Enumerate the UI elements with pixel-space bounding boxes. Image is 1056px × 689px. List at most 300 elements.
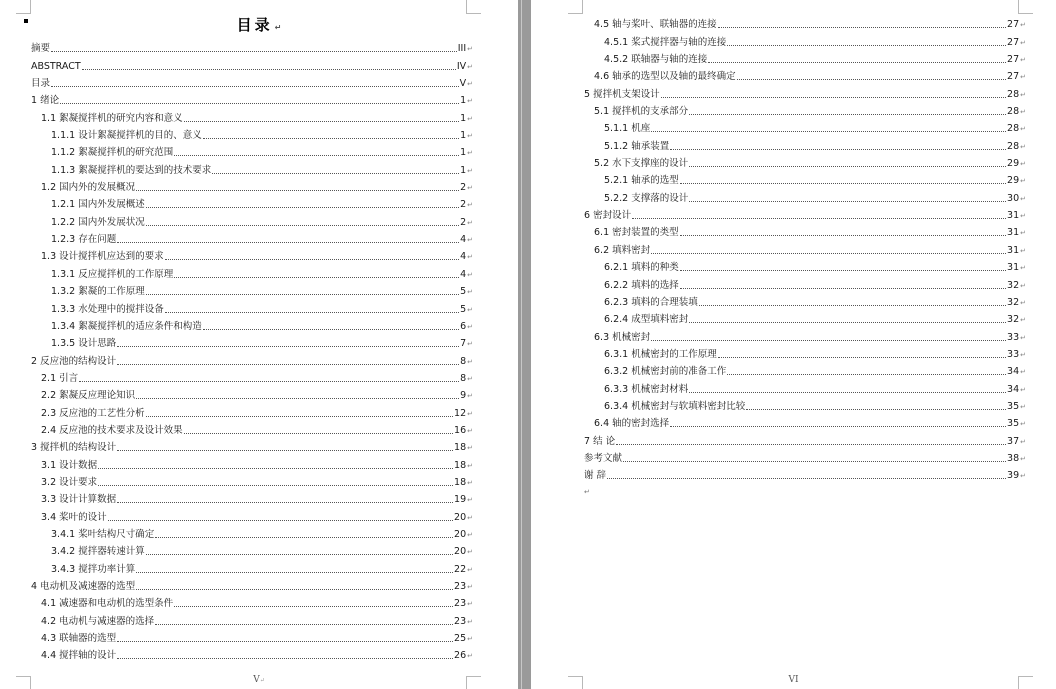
toc-entry[interactable] <box>31 576 473 593</box>
toc-leader-dots <box>689 391 1006 393</box>
toc-entry[interactable] <box>31 142 473 159</box>
toc-entry[interactable] <box>31 55 473 72</box>
toc-entry-page-number: 31 <box>1007 210 1020 222</box>
toc-entry-label: 4.5.1 桨式搅拌器与轴的连接 <box>604 36 727 48</box>
toc-entry-page-number: 19 <box>454 494 467 506</box>
toc-entry-label: 6 密封设计 <box>584 210 632 222</box>
toc-leader-dots <box>98 467 453 469</box>
toc-entry-page <box>1007 141 1026 153</box>
toc-entry[interactable] <box>31 38 473 55</box>
toc-entry-page <box>1007 401 1026 413</box>
toc-leader-dots <box>117 363 459 365</box>
toc-leader-dots <box>607 477 1006 479</box>
toc-entry-page-number: 27 <box>1007 19 1020 31</box>
toc-entry[interactable] <box>584 135 1026 152</box>
toc-entry-page-number: 12 <box>454 407 467 419</box>
toc-entry-page <box>457 61 473 73</box>
toc-leader-dots <box>146 553 453 555</box>
toc-entry-page <box>454 598 473 610</box>
toc-entry[interactable] <box>31 211 473 228</box>
paragraph-mark: ↵ <box>467 184 473 193</box>
paragraph-mark: ↵ <box>1020 333 1026 342</box>
paragraph-mark: ↵ <box>467 617 473 626</box>
toc-entry-page-number: 20 <box>454 528 467 540</box>
toc-list-left <box>31 38 473 662</box>
toc-entry-label: 6.2.4 成型填料密封 <box>604 314 689 326</box>
toc-entry-page-number: 22 <box>454 563 467 575</box>
toc-entry-page <box>1007 245 1026 257</box>
toc-entry-label: 摘要 <box>31 43 51 55</box>
toc-entry-label: 1.1.2 絮凝搅拌机的研究范围 <box>51 147 174 159</box>
toc-leader-dots <box>680 269 1006 271</box>
toc-entry-page-number: 18 <box>454 476 467 488</box>
toc-leader-dots <box>616 443 1006 445</box>
toc-entry-label: 目录 <box>31 78 51 90</box>
toc-entry-page <box>460 251 473 263</box>
toc-leader-dots <box>737 78 1006 80</box>
toc-entry[interactable] <box>31 454 473 471</box>
toc-entry-page-number: 28 <box>1007 123 1020 135</box>
toc-entry-page-number: 1 <box>460 130 467 142</box>
paragraph-mark: ↵ <box>1020 454 1026 463</box>
toc-leader-dots <box>632 217 1006 219</box>
toc-entry-label: 3.1 设计数据 <box>41 459 98 471</box>
paragraph-mark: ↵ <box>1020 125 1026 134</box>
toc-entry-page-number: 2 <box>460 182 467 194</box>
toc-entry-page-number: 4 <box>460 251 467 263</box>
toc-entry[interactable] <box>584 309 1026 326</box>
paragraph-mark: ↵ <box>584 488 590 496</box>
toc-entry[interactable] <box>31 229 473 246</box>
toc-entry[interactable] <box>31 125 473 142</box>
toc-entry[interactable] <box>584 14 1026 31</box>
toc-entry-label: 5.2 水下支撑座的设计 <box>594 158 689 170</box>
toc-entry-page <box>1007 123 1026 135</box>
toc-entry-page <box>454 442 473 454</box>
paragraph-mark: ↵ <box>467 218 473 227</box>
toc-entry-page <box>1007 19 1026 31</box>
toc-entry[interactable] <box>584 413 1026 430</box>
toc-leader-dots <box>165 258 459 260</box>
toc-entry[interactable] <box>31 246 473 263</box>
paragraph-mark: ↵ <box>1020 73 1026 82</box>
toc-entry-page <box>454 581 473 593</box>
toc-entry-page-number: 18 <box>454 459 467 471</box>
document-page-right <box>531 0 1056 689</box>
paragraph-mark: ↵ <box>1020 229 1026 238</box>
toc-entry-page-number: 32 <box>1007 314 1020 326</box>
paragraph-mark: ↵ <box>467 166 473 175</box>
toc-entry-page-number: 27 <box>1007 54 1020 66</box>
toc-entry-page-number: 7 <box>460 338 467 350</box>
toc-leader-dots <box>117 501 453 503</box>
toc-entry[interactable] <box>31 90 473 107</box>
toc-entry-page-number: 20 <box>454 546 467 558</box>
toc-entry-page-number: 1 <box>460 147 467 159</box>
toc-entry-label: 2.4 反应池的技术要求及设计效果 <box>41 424 183 436</box>
toc-entry[interactable] <box>584 396 1026 413</box>
toc-leader-dots <box>155 623 453 625</box>
toc-entry-label: 5.1 搅拌机的支承部分 <box>594 106 689 118</box>
paragraph-mark: ↵ <box>1020 142 1026 151</box>
toc-entry-page-number: 37 <box>1007 435 1020 447</box>
page-number-footer <box>531 675 1056 685</box>
toc-entry[interactable] <box>584 448 1026 465</box>
toc-entry-label: 6.2 填料密封 <box>594 244 651 256</box>
toc-entry-label: 5.1.2 轴承装置 <box>604 140 670 152</box>
toc-entry-label: 7 结 论 <box>584 435 616 447</box>
toc-entry[interactable] <box>31 420 473 437</box>
toc-leader-dots <box>689 113 1006 115</box>
toc-entry-page <box>1007 37 1026 49</box>
toc-entry-label: 3.4.2 搅拌器转速计算 <box>51 546 145 558</box>
crop-mark <box>466 0 481 14</box>
toc-entry[interactable] <box>31 541 473 558</box>
paragraph-mark: ↵ <box>1020 212 1026 221</box>
toc-entry-page <box>454 460 473 472</box>
paragraph-mark: ↵ <box>467 374 473 383</box>
toc-entry[interactable] <box>31 73 473 90</box>
toc-entry-page <box>454 546 473 558</box>
paragraph-mark: ↵ <box>467 478 473 487</box>
paragraph-mark: ↵ <box>1020 177 1026 186</box>
toc-entry-label: 1.3.5 设计思路 <box>51 338 117 350</box>
toc-entry[interactable] <box>31 593 473 610</box>
toc-leader-dots <box>146 224 459 226</box>
toc-entry-page <box>1007 349 1026 361</box>
paragraph-mark: ↵ <box>467 340 473 349</box>
toc-entry-page-number: 18 <box>454 442 467 454</box>
toc-entry-page-number: 16 <box>454 424 467 436</box>
paragraph-mark: ↵ <box>467 288 473 297</box>
toc-entry-page <box>460 217 473 229</box>
toc-entry[interactable] <box>31 263 473 280</box>
toc-entry-page-number: 25 <box>454 633 467 645</box>
toc-entry-page <box>1007 175 1026 187</box>
toc-entry-label: 1.2.2 国内外发展状况 <box>51 216 145 228</box>
toc-leader-dots <box>146 293 459 295</box>
toc-entry-page <box>460 165 473 177</box>
toc-leader-dots <box>146 415 453 417</box>
toc-entry-label: 6.2.3 填料的合理装填 <box>604 296 698 308</box>
toc-entry[interactable] <box>31 628 473 645</box>
toc-entry[interactable] <box>584 66 1026 83</box>
toc-entry[interactable] <box>584 292 1026 309</box>
toc-entry-page <box>1007 436 1026 448</box>
toc-entry-page-number: 20 <box>454 511 467 523</box>
toc-entry-page <box>1007 332 1026 344</box>
toc-entry-label: 6.3.2 机械密封前的准备工作 <box>604 366 727 378</box>
toc-entry[interactable] <box>584 465 1026 482</box>
toc-entry-page-number: 35 <box>1007 418 1020 430</box>
paragraph-mark: ↵ <box>467 357 473 366</box>
paragraph-mark: ↵ <box>467 201 473 210</box>
toc-leader-dots <box>708 61 1006 63</box>
toc-entry-page-number: 1 <box>460 95 467 107</box>
toc-entry[interactable] <box>31 437 473 454</box>
toc-entry-label: 1 绪论 <box>31 95 60 107</box>
toc-entry-page <box>460 269 473 281</box>
toc-entry[interactable] <box>31 107 473 124</box>
paragraph-mark: ↵ <box>467 149 473 158</box>
toc-leader-dots <box>174 605 453 607</box>
paragraph-mark: ↵ <box>467 114 473 123</box>
toc-leader-dots <box>117 640 453 642</box>
toc-entry-page-number: 23 <box>454 615 467 627</box>
toc-entry-label: 1.2 国内外的发展概况 <box>41 182 136 194</box>
paragraph-mark: ↵ <box>1020 437 1026 446</box>
toc-entry[interactable] <box>31 402 473 419</box>
toc-entry-page <box>1007 314 1026 326</box>
toc-entry[interactable] <box>584 378 1026 395</box>
toc-entry[interactable] <box>31 177 473 194</box>
toc-entry-page <box>460 390 473 402</box>
toc-entry-label: 谢 辞 <box>584 470 607 482</box>
paragraph-mark: ↵ <box>1020 90 1026 99</box>
toc-leader-dots <box>136 397 459 399</box>
paragraph-mark: ↵ <box>1020 402 1026 411</box>
toc-entry[interactable] <box>31 159 473 176</box>
toc-entry[interactable] <box>31 489 473 506</box>
toc-entry-page-number: 32 <box>1007 279 1020 291</box>
toc-entry-page <box>460 130 473 142</box>
toc-entry[interactable] <box>584 118 1026 135</box>
toc-entry-page <box>454 564 473 576</box>
toc-entry-label: 4.2 电动机与减速器的选择 <box>41 615 155 627</box>
toc-leader-dots <box>117 657 453 659</box>
toc-entry-label: 1.1.1 设计絮凝搅拌机的目的、意义 <box>51 130 202 142</box>
toc-leader-dots <box>651 252 1006 254</box>
toc-entry[interactable] <box>584 239 1026 256</box>
toc-entry-page <box>460 338 473 350</box>
toc-entry[interactable] <box>584 170 1026 187</box>
toc-leader-dots <box>117 449 453 451</box>
toc-leader-dots <box>60 102 459 104</box>
toc-entry-page <box>460 373 473 385</box>
toc-leader-dots <box>651 130 1006 132</box>
toc-entry-page-number: 27 <box>1007 36 1020 48</box>
toc-leader-dots <box>203 328 459 330</box>
paragraph-mark: ↵ <box>1020 316 1026 325</box>
toc-entry[interactable] <box>31 472 473 489</box>
toc-leader-dots <box>136 571 453 573</box>
toc-entry[interactable] <box>584 326 1026 343</box>
toc-leader-dots <box>117 345 459 347</box>
toc-entry-label: 6.2.1 填料的种类 <box>604 262 679 274</box>
toc-entry-label: 6.3 机械密封 <box>594 331 651 343</box>
toc-entry[interactable] <box>584 31 1026 48</box>
toc-entry-page <box>1007 193 1026 205</box>
toc-entry-page-number: 28 <box>1007 106 1020 118</box>
toc-entry[interactable] <box>584 49 1026 66</box>
toc-entry[interactable] <box>584 205 1026 222</box>
paragraph-mark: ↵ <box>1020 160 1026 169</box>
toc-entry-page <box>1007 470 1026 482</box>
toc-entry[interactable] <box>31 385 473 402</box>
toc-entry[interactable] <box>584 361 1026 378</box>
page-number: VI <box>788 675 799 685</box>
toc-leader-dots <box>689 165 1006 167</box>
paragraph-mark: ↵ <box>1020 385 1026 394</box>
toc-entry-label: 2.2 絮凝反应理论知识 <box>41 390 136 402</box>
toc-entry-page-number: 38 <box>1007 452 1020 464</box>
paragraph-mark: ↵ <box>1020 108 1026 117</box>
toc-entry[interactable] <box>584 153 1026 170</box>
toc-entry-page <box>460 321 473 333</box>
toc-entry-page <box>454 494 473 506</box>
page-gutter <box>518 0 531 689</box>
toc-entry-page-number: 28 <box>1007 140 1020 152</box>
toc-entry[interactable] <box>31 610 473 627</box>
toc-entry[interactable] <box>584 257 1026 274</box>
paragraph-mark: ↵ <box>1020 350 1026 359</box>
toc-entry-page-number: 4 <box>460 268 467 280</box>
toc-entry[interactable] <box>584 344 1026 361</box>
toc-entry-label: 5.2.2 支撑落的设计 <box>604 192 689 204</box>
toc-entry-page <box>1007 89 1026 101</box>
toc-entry-page-number: 33 <box>1007 348 1020 360</box>
toc-entry[interactable] <box>584 274 1026 291</box>
toc-entry-label: 5 搅拌机支架设计 <box>584 88 660 100</box>
toc-leader-dots <box>212 172 459 174</box>
toc-entry-page <box>1007 210 1026 222</box>
toc-leader-dots <box>651 339 1006 341</box>
toc-entry-label: 1.2.1 国内外发展概述 <box>51 199 145 211</box>
paragraph-mark: ↵ <box>467 548 473 557</box>
toc-entry-label: 4.4 搅拌轴的设计 <box>41 650 117 662</box>
page-number-footer: V↵ <box>253 675 265 685</box>
toc-leader-dots <box>689 200 1006 202</box>
toc-list-right <box>584 14 1026 482</box>
toc-entry-label: 4.5.2 联轴器与轴的连接 <box>604 54 708 66</box>
toc-entry-label: 4.6 轴承的选型以及轴的最终确定 <box>594 71 736 83</box>
toc-entry[interactable] <box>584 101 1026 118</box>
toc-entry-page <box>1007 453 1026 465</box>
toc-entry[interactable] <box>31 350 473 367</box>
toc-entry-label: 6.3.3 机械密封材料 <box>604 383 689 395</box>
toc-entry[interactable] <box>584 83 1026 100</box>
toc-entry-label: 3.4.3 搅拌功率计算 <box>51 563 136 575</box>
toc-entry-page <box>454 408 473 420</box>
toc-entry-label: 1.3.3 水处理中的搅拌设备 <box>51 303 164 315</box>
toc-title: 目录 ↵ <box>236 16 282 34</box>
toc-entry-page-number: 1 <box>460 164 467 176</box>
paragraph-mark: ↵ <box>467 444 473 453</box>
toc-entry-label: 3.4.1 桨叶结构尺寸确定 <box>51 528 155 540</box>
paragraph-mark: ↵ <box>467 409 473 418</box>
toc-entry[interactable] <box>31 368 473 385</box>
toc-leader-dots <box>727 373 1006 375</box>
toc-entry[interactable] <box>584 222 1026 239</box>
paragraph-mark: ↵ <box>467 97 473 106</box>
toc-leader-dots <box>136 588 453 590</box>
toc-entry-page-number: 31 <box>1007 262 1020 274</box>
paragraph-mark: ↵ <box>467 635 473 644</box>
toc-entry-label: 3 搅拌机的结构设计 <box>31 442 117 454</box>
paragraph-mark: ↵ <box>467 652 473 661</box>
toc-leader-dots <box>165 311 459 313</box>
paragraph-mark: ↵ <box>467 565 473 574</box>
paragraph-mark: ↵ <box>467 496 473 505</box>
toc-entry[interactable] <box>584 430 1026 447</box>
toc-entry-label: 4.5 轴与桨叶、联轴器的连接 <box>594 19 717 31</box>
paragraph-mark: ↵ <box>467 426 473 435</box>
toc-entry-label: 1.3.1 反应搅拌机的工作原理 <box>51 268 174 280</box>
toc-entry-page <box>1007 54 1026 66</box>
toc-leader-dots <box>623 460 1006 462</box>
toc-entry-page <box>460 95 473 107</box>
toc-leader-dots <box>79 380 459 382</box>
toc-entry-page <box>1007 384 1026 396</box>
toc-entry-page-number: IV <box>456 60 467 72</box>
paragraph-mark: ↵ <box>467 45 473 54</box>
toc-entry-page-number: 4 <box>460 234 467 246</box>
toc-leader-dots <box>174 276 459 278</box>
toc-entry-label: 3.3 设计计算数据 <box>41 494 117 506</box>
paragraph-mark: ↵ <box>467 253 473 262</box>
toc-leader-dots <box>136 189 459 191</box>
toc-entry[interactable] <box>31 506 473 523</box>
toc-entry[interactable] <box>31 298 473 315</box>
toc-entry-page-number: 29 <box>1007 175 1020 187</box>
toc-leader-dots <box>98 484 453 486</box>
toc-entry-label: 4.1 减速器和电动机的选型条件 <box>41 598 174 610</box>
toc-entry-page <box>454 633 473 645</box>
toc-entry-label: 4 电动机及减速器的选型 <box>31 581 136 592</box>
toc-entry-page-number: 9 <box>460 390 467 402</box>
toc-leader-dots <box>82 68 456 70</box>
toc-leader-dots <box>727 44 1006 46</box>
toc-entry-label: 1.1.3 絮凝搅拌机的要达到的技术要求 <box>51 164 212 176</box>
toc-entry-page <box>460 113 473 125</box>
toc-entry-page <box>1007 280 1026 292</box>
toc-entry-page-number: 32 <box>1007 296 1020 308</box>
document-page-left <box>0 0 518 689</box>
toc-leader-dots <box>51 85 459 87</box>
toc-entry-page <box>454 616 473 628</box>
toc-entry[interactable] <box>584 187 1026 204</box>
toc-entry-page-number: 8 <box>460 372 467 384</box>
toc-entry-page <box>460 199 473 211</box>
toc-entry-page <box>460 356 473 368</box>
crop-mark <box>16 0 31 14</box>
toc-entry[interactable] <box>31 524 473 541</box>
toc-entry[interactable] <box>31 558 473 575</box>
toc-entry-page <box>1007 158 1026 170</box>
paragraph-mark: ↵ <box>1020 281 1026 290</box>
toc-entry-label: 1.3 设计搅拌机应达到的要求 <box>41 251 164 263</box>
toc-entry-page-number: 34 <box>1007 366 1020 378</box>
paragraph-mark: ↵ <box>467 392 473 401</box>
toc-entry-page-number: 31 <box>1007 227 1020 239</box>
toc-entry[interactable] <box>31 333 473 350</box>
toc-leader-dots <box>718 356 1006 358</box>
toc-entry[interactable] <box>31 281 473 298</box>
toc-entry[interactable] <box>31 316 473 333</box>
toc-entry[interactable] <box>31 194 473 211</box>
paragraph-mark: ↵ <box>1020 38 1026 47</box>
paragraph-mark: ↵ <box>467 461 473 470</box>
toc-entry-label: 1.3.4 絮凝搅拌机的适应条件和构造 <box>51 320 202 332</box>
toc-entry-label: 6.3.4 机械密封与软填料密封比较 <box>604 400 746 412</box>
crop-mark <box>1018 0 1033 14</box>
paragraph-mark: ↵ <box>1020 56 1026 65</box>
paragraph-mark: ↵ <box>1020 194 1026 203</box>
toc-entry[interactable] <box>31 645 473 662</box>
toc-entry-page-number: 31 <box>1007 244 1020 256</box>
crop-mark <box>568 0 583 14</box>
toc-title-text: 目录 <box>236 16 273 34</box>
